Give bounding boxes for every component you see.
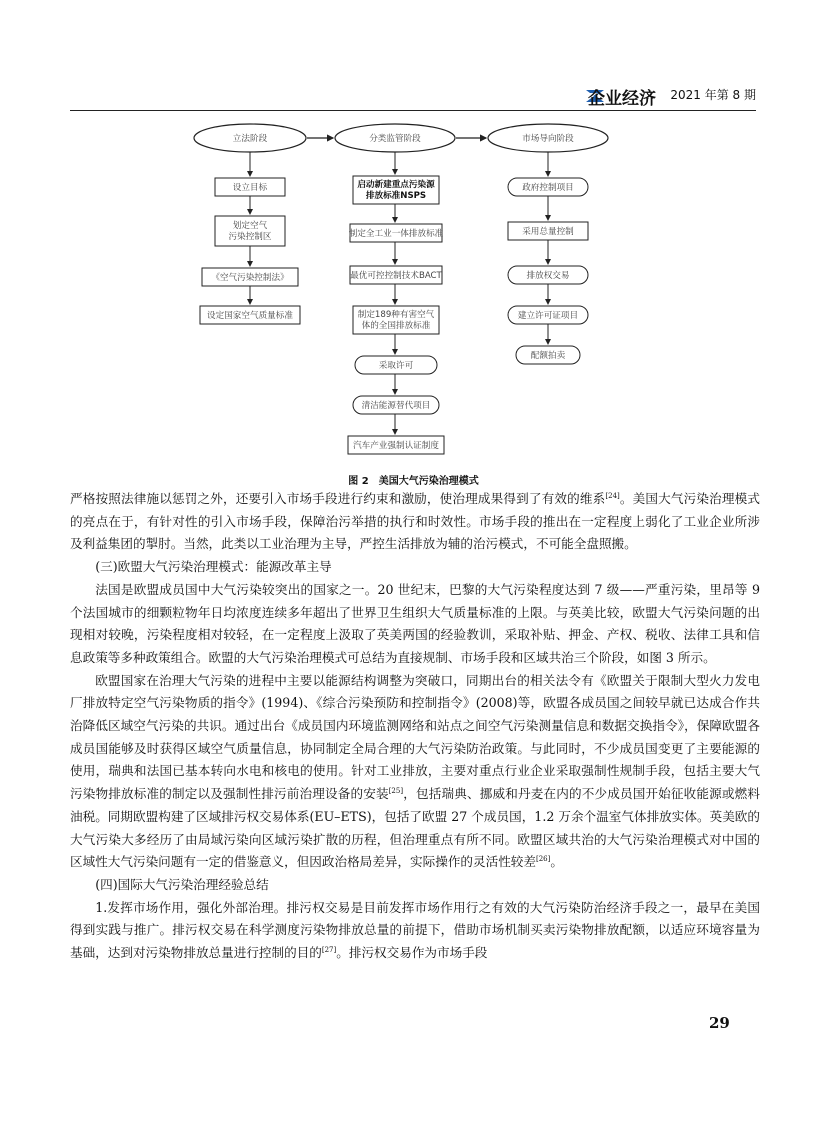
flow-step: 启动新建重点污染源排放标准NSPS xyxy=(357,180,435,201)
flow-step: 《空气污染控制法》 xyxy=(211,273,289,283)
flow-step: 制定189种有害空气体的全国排放标准 xyxy=(357,310,435,331)
flow-step: 划定空气污染控制区 xyxy=(228,221,272,242)
flowchart xyxy=(190,118,620,468)
stage-title: 分类监管阶段 xyxy=(369,134,421,144)
paragraph: 1.发挥市场作用，强化外部治理。排污权交易是目前发挥市场作用行之有效的大气污染防治经济手段之一，最早在美国得到实践与推广。排污权交易在科学测度污染物排放总量的前提下，借助市场机制买卖污染物排放配额，以适应环境容量为基础，达到对污染物排放总量进行控制的目的[27]。排污权交易作为市场手段 xyxy=(70,899,760,961)
article-body xyxy=(70,488,760,965)
flow-step: 清洁能源替代项目 xyxy=(361,401,431,411)
flow-step: 建立许可证项目 xyxy=(517,311,579,321)
paragraph: 欧盟国家在治理大气污染的进程中主要以能源结构调整为突破口，同期出台的相关法令有《欧盟关于限制大型火力发电厂排放特定空气污染物质的指令》(1994)、《综合污染预防和控制指令》(2008)等，欧盟各成员国之间较早就已达成合作共治降低区域空气污染的共识。通过出台《成员国内环境监测网络和站点之间空气污染测量信息和数据交换指令》，保障欧盟各成员国能够及时获得区域空气质量信息，协同制定全局合理的大气污染防治政策。与此同时，不少成员国变更了主要能源的使用，瑞典和法国已基本转向水电和核电的使用。针对工业排放，主要对重点行业企业采取强制性规制手段，包括主要大气污染物排放标准的制定以及强制性排污前治理设备的安装[25]，包括瑞典、挪威和丹麦在内的不少成员国开始征收能源或燃料油税。同期欧盟构建了区域排污权交易体系(EU–ETS)，包括了欧盟 27 个成员国，1.2 万余个温室气体排放实体。英美欧的大气污染大多经历了由局域污染向区域污染扩散的历程，但治理重点有所不同。欧盟区域共治的大气污染治理模式对中国的区域性大气污染问题有一定的借鉴意义，但因政治格局差异，实际操作的灵活性较差[26]。 xyxy=(70,672,761,870)
flow-step: 采用总量控制 xyxy=(522,227,574,237)
section-heading: (三)欧盟大气污染治理模式：能源改革主导 xyxy=(95,559,332,575)
issue-label: 2021 年第 8 期 xyxy=(670,88,756,102)
stage-title: 立法阶段 xyxy=(232,134,268,144)
flow-step: 制定全工业一体排放标准 xyxy=(348,229,444,239)
flow-step: 设立目标 xyxy=(232,183,268,193)
flow-step: 汽车产业强制认证制度 xyxy=(353,441,439,451)
journal-title: 企业经济 xyxy=(588,89,656,109)
stage-title: 市场导向阶段 xyxy=(522,134,574,144)
flow-step: 配额拍卖 xyxy=(530,351,566,361)
paragraph: 法国是欧盟成员国中大气污染较突出的国家之一。20 世纪末，巴黎的大气污染程度达到 7 级——严重污染，里昂等 9 个法国城市的细颗粒物年日均浓度连续多年超出了世界卫生组织大气质量标准的上限。与英美比较，欧盟大气污染问题的出现相对较晚，污染程度相对较轻，在一定程度上汲取了英美两国的经验教训，采取补贴、押金、产权、税收、法律工具和信息政策等多种政策组合。欧盟的大气污染治理模式可总结为直接规制、市场手段和区域共治三个阶段，如图 3 所示。 xyxy=(70,581,760,665)
flow-step: 排放权交易 xyxy=(526,271,570,281)
flow-step: 政府控制项目 xyxy=(522,183,574,193)
flow-step: 采取许可 xyxy=(378,361,414,371)
flow-step: 设定国家空气质量标准 xyxy=(207,311,293,321)
page-header xyxy=(70,84,756,111)
page-number: 29 xyxy=(709,1014,730,1032)
flow-step: 最优可控控制技术BACT xyxy=(350,271,442,281)
section-heading: (四)国际大气污染治理经验总结 xyxy=(95,876,269,892)
paragraph: 严格按照法律施以惩罚之外，还要引入市场手段进行约束和激励，使治理成果得到了有效的维系[24]。美国大气污染治理模式的亮点在于，有针对性的引入市场手段，保障治污举措的执行和时效性。市场手段的推出在一定程度上弱化了工业企业所涉及利益集团的掣肘。当然，此类以工业治理为主导，严控生活排放为辅的治污模式，不可能全盘照搬。 xyxy=(70,491,761,552)
figure-caption: 图 2 美国大气污染治理模式 xyxy=(348,476,479,487)
